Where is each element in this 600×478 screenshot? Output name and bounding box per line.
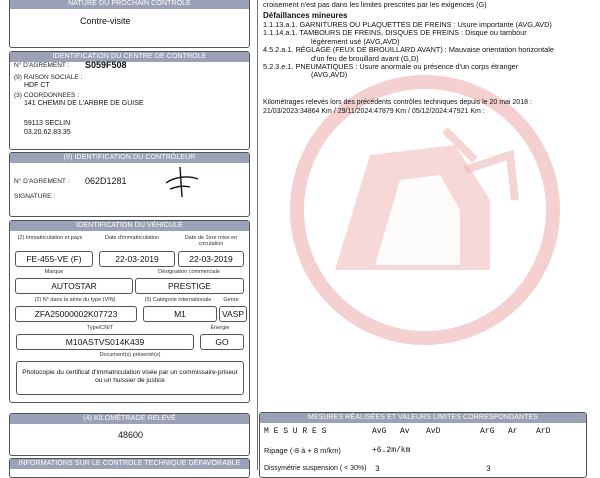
mileage-history-2: 21/03/2023:34864 Km / 29/11/2024:47879 Km / 05/12/2024:47921 Km : [263,108,485,115]
measures-col-label: M E S U R E S [264,427,327,436]
defects-intro: croisement n'est pas dans les limites prescrites par les exigences (G) [263,0,487,9]
controller-approval-label: N° D'AGREMENT : [14,178,70,185]
column-divider [257,0,258,470]
col-av: Av [400,427,410,436]
vin-field: ZFA25000002K07723 [15,306,137,322]
row1-value: +6.2m/km [372,446,411,455]
energy-field: GO [200,334,244,350]
make-field: AUTOSTAR [15,278,133,294]
vehicle-header: IDENTIFICATION DU VÉHICULE [10,221,249,231]
centre-header: IDENTIFICATION DU CENTRE DE CONTROLE [10,52,249,62]
plate-field: FE-455-VE (F) [15,251,93,267]
make-label: Marque [44,269,64,275]
address-line-1: 141 CHEMIN DE L'ARBRE DE GUISE [24,100,144,107]
reg-date-label: Date d'immatriculation [104,235,160,241]
next-control-box [9,0,250,48]
col-ar: Ar [508,427,518,436]
first-circ-field: 22-03-2019 [178,251,244,267]
centre-box [9,51,250,150]
docs-label: Document(s) présenté(s) [99,352,161,358]
mileage-header: (4) KILOMÉTRAGE RELEVÉ [10,414,249,424]
signature-label: SIGNATURE : [14,193,56,200]
next-control-header: NATURE DU PROCHAIN CONTROLE [10,0,249,9]
next-control-value: Contre-visite [80,16,131,26]
col-avg: AvG [372,427,387,436]
first-circ-label-text: Date de 1ère mise en circulation [184,235,238,247]
unfavorable-box [9,458,250,478]
defects-list [263,21,554,80]
category-field: M1 [143,306,217,322]
address-line-2: 59113 SECLIN [24,120,71,127]
docs-field [16,361,244,395]
coords-label: (3) COORDONNEES : [14,92,80,99]
energy-label: Énergie [210,325,230,331]
defect-line: 4.5.2.a.1. RÉGLAGE (FEUX DE BROUILLARD AVANT) : Mauvaise orientation horizontale [263,45,554,55]
measures-header: MESURES RÉALISÉES ET VALEURS LIMITES CORRESPONDANTES [260,413,586,423]
defect-line: d'un feu de brouillard avant (G,D) [311,53,419,63]
unfavorable-header: INFORMATIONS SUR LE CONTROLE TECHNIQUE DÉFAVORABLE [10,459,249,469]
vin-label: (2) N° dans la série du type (VIN) [34,297,116,303]
signature-mark [160,165,202,199]
defect-line: (AVG,AVD) [311,70,348,80]
company-value: HDF CT [24,82,50,89]
reg-date-field: 22-03-2019 [99,251,175,267]
row2-label: Dissymétrie suspension ( < 30%) [264,465,367,472]
category-label: (5) Catégorie internationale [144,297,212,303]
row1-label: Ripage (-8 à + 8 m/km) [264,446,341,455]
col-arg: ArG [480,427,495,436]
controller-header: (9) IDENTIFICATION DU CONTRÔLEUR [10,153,249,163]
docs-text: Photocopie du certificat d'immatriculation visée par un commissaire-priseur ou un huissier de justice [22,369,238,384]
mileage-history-1: Kilométrages relevés lors des précédents contrôles techniques depuis le 20 mai 2018 : [263,99,532,106]
defect-line: légèrement usé (AVG,AVD) [311,36,400,46]
plate-label: (2) Immatriculation et pays [17,235,83,241]
commercial-field: PRESTIGE [135,278,244,294]
col-ard: ArD [536,427,551,436]
measures-box [259,412,587,478]
defect-line: 1.1.13.a.1. GARNITURES OU PLAQUETTES DE FREINS : Usure importante (AVG,AVD) [263,20,552,29]
defects-title: Défaillances mineures [263,11,348,20]
defect-line: 1.1.14.a.1. TAMBOURS DE FREINS, DISQUES DE FREINS : Disque ou tambour [263,28,527,38]
genre-field: VASP [219,306,247,322]
first-circ-label [178,235,244,247]
row2-value-2: 3 [486,465,491,474]
vehicle-box [9,220,250,403]
mileage-value: 48600 [118,430,144,440]
centre-phone: 03.20.62.83.35 [24,129,71,136]
centre-approval-label: N° D'AGREMENT : [14,62,70,69]
controller-approval-value: 062D1281 [85,176,127,186]
company-label: (9) RAISON SOCIALE : [14,74,83,81]
controller-box [9,152,250,217]
type-field: M10ASTVS014K439 [16,334,194,350]
centre-approval-value: S059F508 [85,60,127,70]
commercial-label: Désignation commerciale [158,269,220,275]
col-avd: AvD [426,427,441,436]
defect-line: 5.2.3.e.1. PNEUMATIQUES : Usure anormale ou présence d'un corps étranger [263,62,519,72]
row2-value-1: 3 [375,465,380,474]
type-label: Type/CNIT [86,325,114,331]
mileage-box [9,413,250,456]
genre-label: Genre [223,297,239,303]
